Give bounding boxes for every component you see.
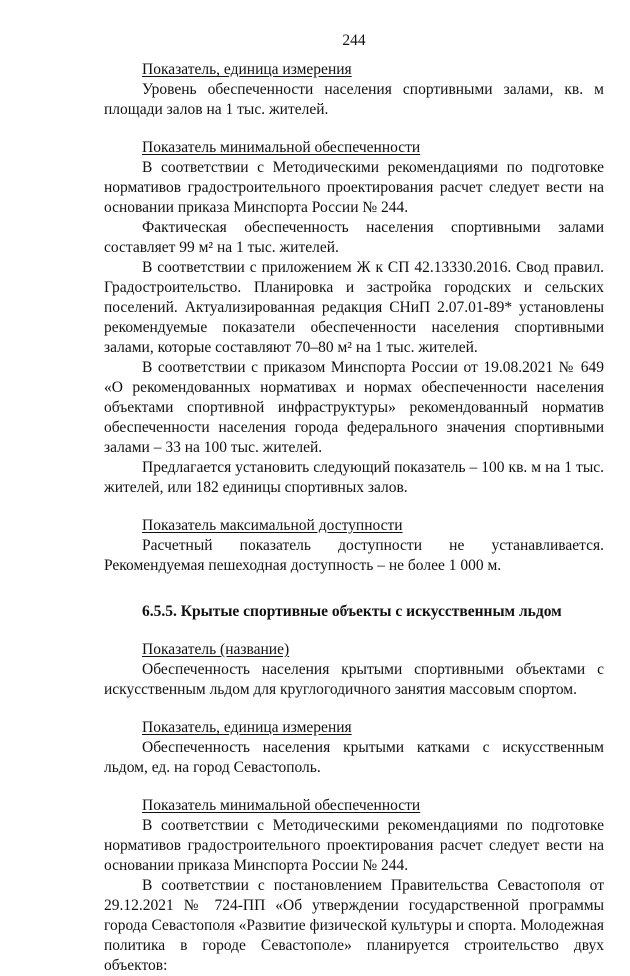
paragraph: В соответствии с приказом Минспорта России от 19.08.2021 № 649 «О рекомендованных нормативах и нормах обеспеченности населения объектами спортивной инфраструктуры» рекомендованный норматив обеспеченности населения города федерального значения спортивными залами – 33 на 100 тыс. жителей. [104,359,604,456]
paragraph: Фактическая обеспеченность населения спортивными залами составляет 99 м² на 1 тыс. жителей. [104,219,604,256]
paragraph: Уровень обеспеченности населения спортивными залами, кв. м площади залов на 1 тыс. жителей. [104,81,604,118]
section-heading: Показатель минимальной обеспеченности [142,139,421,156]
subsection-indicator-name [104,640,604,700]
paragraph: В соответствии с постановлением Правительства Севастополя от 29.12.2021 № 724-ПП «Об утверждении государственной программы города Севастополя «Развитие физической культуры и спорта. Молодежная политика в городе Севастополе» планируется строительство двух объектов: [104,877,604,974]
section-heading: Показатель максимальной доступности [142,517,403,534]
section-heading: Показатель минимальной обеспеченности [142,797,421,814]
paragraph: В соответствии с Методическими рекомендациями по подготовке нормативов градостроительного проектирования расчет следует вести на основании приказа Минспорта России № 244. [104,817,604,874]
section-heading: Показатель (название) [142,641,290,658]
section-minimum-provision [104,138,604,498]
subsection-title: 6.5.5. Крытые спортивные объекты с искусственным льдом [142,603,562,620]
paragraph: Расчетный показатель доступности не устанавливается. Рекомендуемая пешеходная доступность – не более 1 000 м. [104,537,604,574]
document-page [104,0,604,974]
page-number: 244 [342,32,366,49]
paragraph: Обеспеченность населения крытыми спортивными объектами с искусственным льдом для круглогодичного занятия массовым спортом. [104,661,604,698]
paragraph: Предлагается установить следующий показатель – 100 кв. м на 1 тыс. жителей, или 182 единицы спортивных залов. [104,459,604,496]
paragraph: В соответствии с приложением Ж к СП 42.13330.2016. Свод правил. Градостроительство. Планировка и застройка городских и сельских поселений. Актуализированная редакция СНиП 2.07.01-89* установлены рекомендуемые показатели обеспеченности населения спортивными залами, которые составляют 70–80 м² на 1 тыс. жителей. [104,259,604,356]
subsection-minimum-provision [104,796,604,976]
paragraph: В соответствии с Методическими рекомендациями по подготовке нормативов градостроительного проектирования расчет следует вести на основании приказа Минспорта России № 244. [104,159,604,216]
section-maximum-accessibility [104,516,604,576]
subsection-unit-of-measure [104,718,604,778]
section-heading: Показатель, единица измерения [142,61,352,78]
section-heading: Показатель, единица измерения [142,719,352,736]
section-unit-of-measure [104,60,604,120]
paragraph: Обеспеченность населения крытыми катками с искусственным льдом, ед. на город Севастополь. [104,739,604,776]
page-content [104,60,604,976]
